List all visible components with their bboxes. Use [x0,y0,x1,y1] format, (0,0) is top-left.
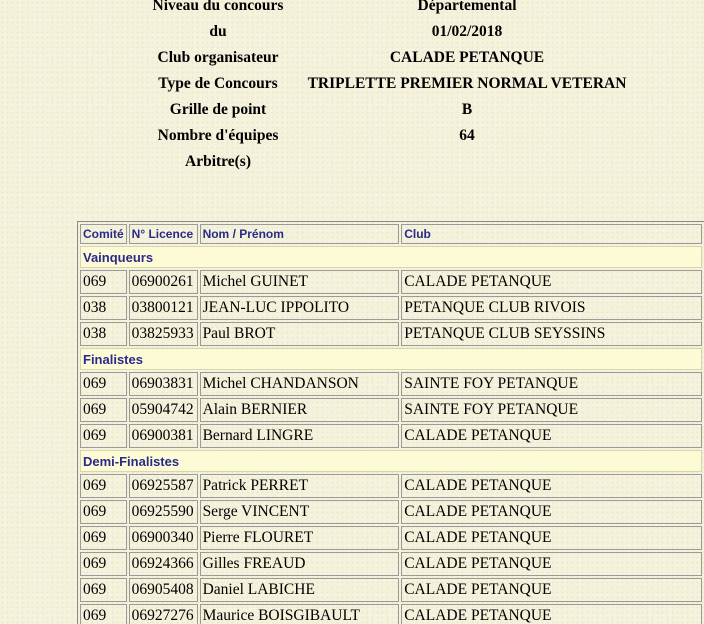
cell-nom: Serge VINCENT [200,500,400,524]
cell-licence: 06900261 [129,270,198,294]
column-header-nom: Nom / Prénom [200,224,400,244]
cell-comite: 069 [80,578,127,602]
table-row [80,322,702,346]
table-row [80,296,702,320]
cell-club: CALADE PETANQUE [401,552,702,576]
cell-licence: 06924366 [129,552,198,576]
cell-licence: 06903831 [129,372,198,396]
info-row-grille [0,97,704,123]
info-row-date [0,19,704,45]
cell-club: CALADE PETANQUE [401,500,702,524]
table-header-row [80,224,702,244]
table-row [80,424,702,448]
cell-nom: Bernard LINGRE [200,424,400,448]
info-row-arbitres [0,149,704,175]
table-row [80,604,702,624]
cell-comite: 069 [80,500,127,524]
info-value: Départemental [417,0,517,14]
cell-nom: Michel CHANDANSON [200,372,400,396]
cell-comite: 069 [80,398,127,422]
cell-club: PETANQUE CLUB RIVOIS [401,296,702,320]
section-header-vainqueurs [80,246,702,268]
info-row-niveau [0,0,704,19]
cell-nom: Maurice BOISGIBAULT [200,604,400,624]
column-header-comite: Comité [80,224,127,244]
info-label: Nombre d'équipes [157,127,279,144]
table-row [80,372,702,396]
info-value: B [461,101,473,118]
cell-licence: 05904742 [129,398,198,422]
info-label: Grille de point [169,101,267,118]
cell-club: PETANQUE CLUB SEYSSINS [401,322,702,346]
section-title: Vainqueurs [80,246,702,268]
table-row [80,500,702,524]
cell-nom: Gilles FREAUD [200,552,400,576]
info-value: CALADE PETANQUE [389,49,545,66]
section-header-demi-finalistes [80,450,702,472]
cell-comite: 069 [80,424,127,448]
table-row [80,526,702,550]
cell-club: CALADE PETANQUE [401,270,702,294]
table-row [80,270,702,294]
table-row [80,474,702,498]
cell-comite: 038 [80,296,127,320]
info-value: 64 [459,127,475,144]
cell-club: SAINTE FOY PETANQUE [401,398,702,422]
info-value: 01/02/2018 [431,23,503,40]
cell-club: CALADE PETANQUE [401,604,702,624]
cell-nom: Alain BERNIER [200,398,400,422]
column-header-club: Club [401,224,702,244]
cell-comite: 069 [80,526,127,550]
cell-club: CALADE PETANQUE [401,526,702,550]
cell-licence: 06927276 [129,604,198,624]
info-label: Arbitre(s) [185,153,251,170]
cell-club: CALADE PETANQUE [401,474,702,498]
table-row [80,552,702,576]
info-label: Type de Concours [158,75,278,92]
cell-nom: Patrick PERRET [200,474,400,498]
section-title: Demi-Finalistes [80,450,702,472]
cell-nom: Michel GUINET [200,270,400,294]
info-label: du [209,23,227,40]
cell-licence: 06925587 [129,474,198,498]
cell-licence: 03800121 [129,296,198,320]
cell-licence: 06900381 [129,424,198,448]
column-header-licence: N° Licence [129,224,198,244]
section-title: Finalistes [80,348,702,370]
cell-licence: 06900340 [129,526,198,550]
table-row [80,398,702,422]
cell-licence: 03825933 [129,322,198,346]
cell-nom: Paul BROT [200,322,400,346]
section-header-finalistes [80,348,702,370]
info-label: Niveau du concours [152,0,284,14]
competition-info [0,0,704,175]
info-row-club [0,45,704,71]
cell-nom: Daniel LABICHE [200,578,400,602]
info-row-equipes [0,123,704,149]
cell-nom: JEAN-LUC IPPOLITO [200,296,400,320]
cell-comite: 069 [80,474,127,498]
results-table [77,221,704,624]
info-label: Club organisateur [157,49,279,66]
info-value: TRIPLETTE PREMIER NORMAL VETERAN [307,75,627,92]
cell-club: CALADE PETANQUE [401,424,702,448]
cell-comite: 069 [80,372,127,396]
cell-licence: 06925590 [129,500,198,524]
cell-comite: 038 [80,322,127,346]
cell-licence: 06905408 [129,578,198,602]
cell-comite: 069 [80,604,127,624]
table-row [80,578,702,602]
cell-comite: 069 [80,270,127,294]
cell-nom: Pierre FLOURET [200,526,400,550]
info-row-type [0,71,704,97]
cell-comite: 069 [80,552,127,576]
cell-club: SAINTE FOY PETANQUE [401,372,702,396]
cell-club: CALADE PETANQUE [401,578,702,602]
